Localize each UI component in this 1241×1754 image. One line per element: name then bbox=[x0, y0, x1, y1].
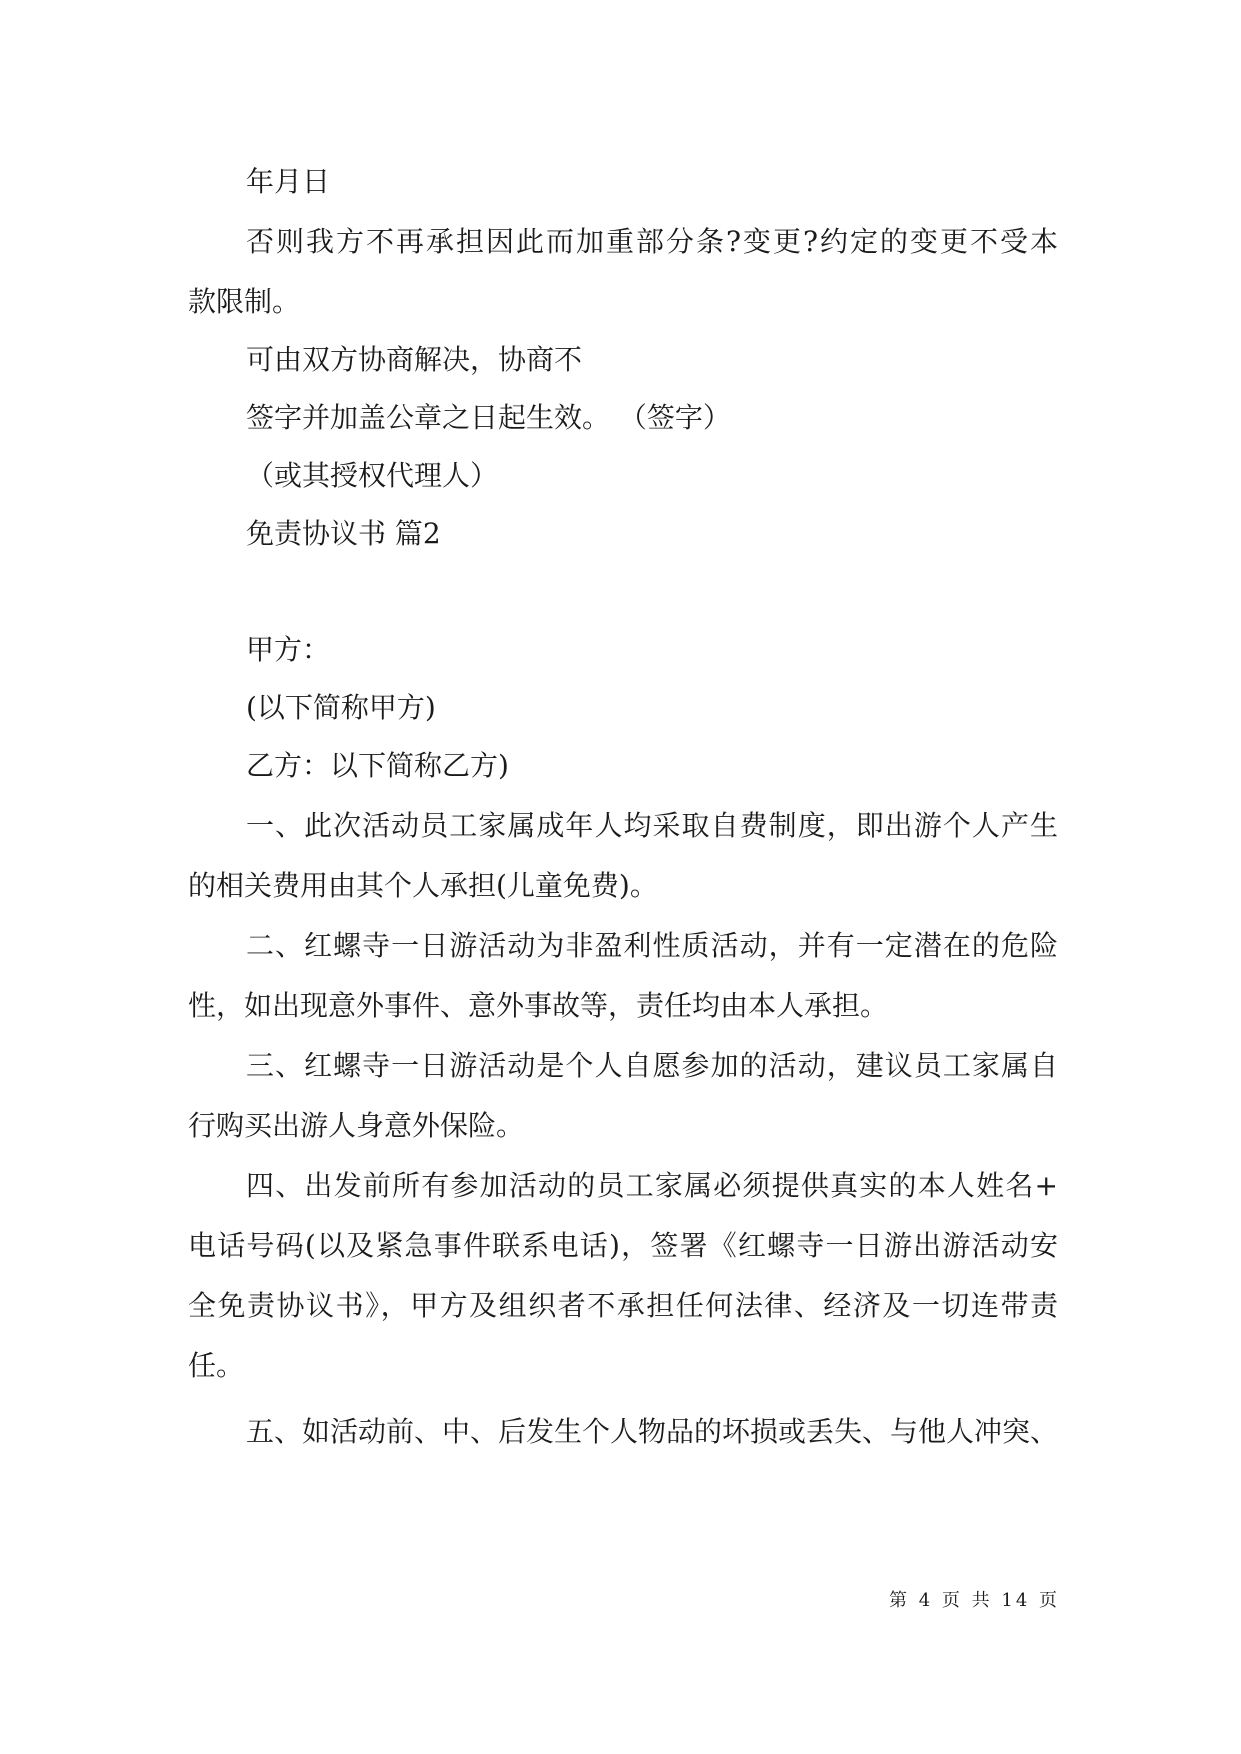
party-b-label: 乙方：以下简称乙方) bbox=[246, 749, 509, 782]
section-heading: 免责协议书 篇2 bbox=[246, 517, 441, 550]
clause-3-line: 行购买出游人身意外保险。 bbox=[188, 1109, 525, 1142]
party-a-label: 甲方： bbox=[246, 633, 331, 666]
clause-5-line: 五、如活动前、中、后发生个人物品的坏损或丢失、与他人冲突、 bbox=[246, 1415, 1058, 1448]
clause-4-line: 任。 bbox=[188, 1349, 245, 1382]
paragraph-line: （或其授权代理人） bbox=[246, 459, 499, 492]
clause-4-line: 电话号码(以及紧急事件联系电话)，签署《红螺寺一日游出游活动安 bbox=[188, 1229, 1058, 1262]
clause-4-line: 全免责协议书》，甲方及组织者不承担任何法律、经济及一切连带责 bbox=[188, 1289, 1058, 1322]
paragraph-line: 否则我方不再承担因此而加重部分条?变更?约定的变更不受本 bbox=[246, 225, 1058, 258]
clause-1-line: 的相关费用由其个人承担(儿童免费)。 bbox=[188, 869, 658, 902]
paragraph-date: 年月日 bbox=[246, 165, 331, 198]
clause-2-line: 性，如出现意外事件、意外事故等，责任均由本人承担。 bbox=[188, 989, 889, 1022]
clause-4-line: 四、出发前所有参加活动的员工家属必须提供真实的本人姓名+ bbox=[246, 1169, 1058, 1202]
paragraph-line: 签字并加盖公章之日起生效。 （签字） bbox=[246, 401, 731, 434]
clause-1-line: 一、此次活动员工家属成年人均采取自费制度，即出游个人产生 bbox=[246, 809, 1058, 842]
page-number: 第 4 页 共 14 页 bbox=[889, 1590, 1060, 1611]
party-a-note: (以下简称甲方) bbox=[246, 691, 436, 724]
clause-2-line: 二、红螺寺一日游活动为非盈利性质活动，并有一定潜在的危险 bbox=[246, 929, 1058, 962]
paragraph-line: 款限制。 bbox=[188, 285, 301, 318]
paragraph-line: 可由双方协商解决，协商不 bbox=[246, 343, 583, 376]
clause-3-line: 三、红螺寺一日游活动是个人自愿参加的活动，建议员工家属自 bbox=[246, 1049, 1058, 1082]
